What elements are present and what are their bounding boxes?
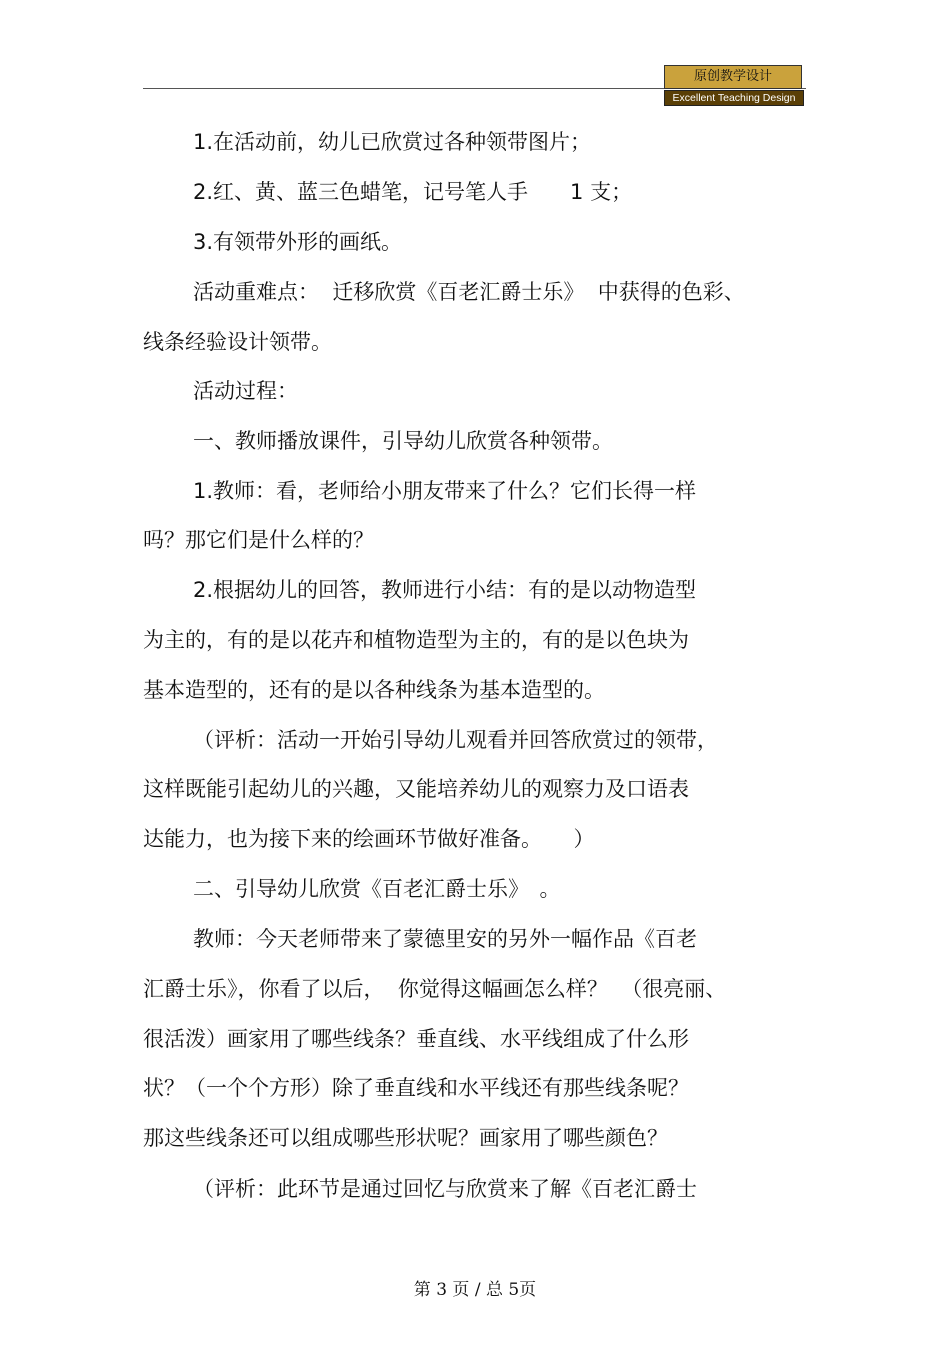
page-number: 第 3 页 / 总 5页 [413,1280,537,1300]
body-line: 一、教师播放课件，引导幼儿欣赏各种领带。 [193,429,613,453]
body-line: 教师：今天老师带来了蒙德里安的另外一幅作品《百老 [193,927,697,951]
body-line: 吗？那它们是什么样的？ [143,528,374,552]
header-badge-en: Excellent Teaching Design [664,90,804,106]
body-line: 那这些线条还可以组成哪些形状呢？画家用了哪些颜色？ [143,1126,668,1150]
body-line: （评析：活动一开始引导幼儿观看并回答欣赏过的领带， [193,728,718,752]
body-line: 3.有领带外形的画纸。 [193,230,403,254]
body-line: 基本造型的，还有的是以各种线条为基本造型的。 [143,678,605,702]
body-line: 达能力，也为接下来的绘画环节做好准备。 ） [143,827,595,851]
body-line: 活动重难点： 迁移欣赏《百老汇爵士乐》 中获得的色彩、 [193,280,745,304]
body-line: 状？（一个个方形）除了垂直线和水平线还有那些线条呢？ [143,1076,689,1100]
body-line: 活动过程： [193,379,298,403]
body-line: 为主的，有的是以花卉和植物造型为主的，有的是以色块为 [143,628,689,652]
body-line: 很活泼）画家用了哪些线条？垂直线、水平线组成了什么形 [143,1027,689,1051]
body-line: 2.红、黄、蓝三色蜡笔，记号笔人手 1 支； [193,180,633,204]
body-line: 汇爵士乐》，你看了以后， 你觉得这幅画怎么样？ （很亮丽、 [143,977,727,1001]
body-line: 1.在活动前，幼儿已欣赏过各种领带图片； [193,130,592,154]
body-line: 这样既能引起幼儿的兴趣，又能培养幼儿的观察力及口语表 [143,777,689,801]
body-line: 2.根据幼儿的回答，教师进行小结：有的是以动物造型 [193,578,697,602]
body-line: 线条经验设计领带。 [143,330,332,354]
header-badge-cn: 原创教学设计 [664,65,802,89]
body-line: 二、引导幼儿欣赏《百老汇爵士乐》 。 [193,877,561,901]
body-line: （评析：此环节是通过回忆与欣赏来了解《百老汇爵士 [193,1177,697,1201]
body-line: 1.教师：看，老师给小朋友带来了什么？它们长得一样 [193,479,697,503]
